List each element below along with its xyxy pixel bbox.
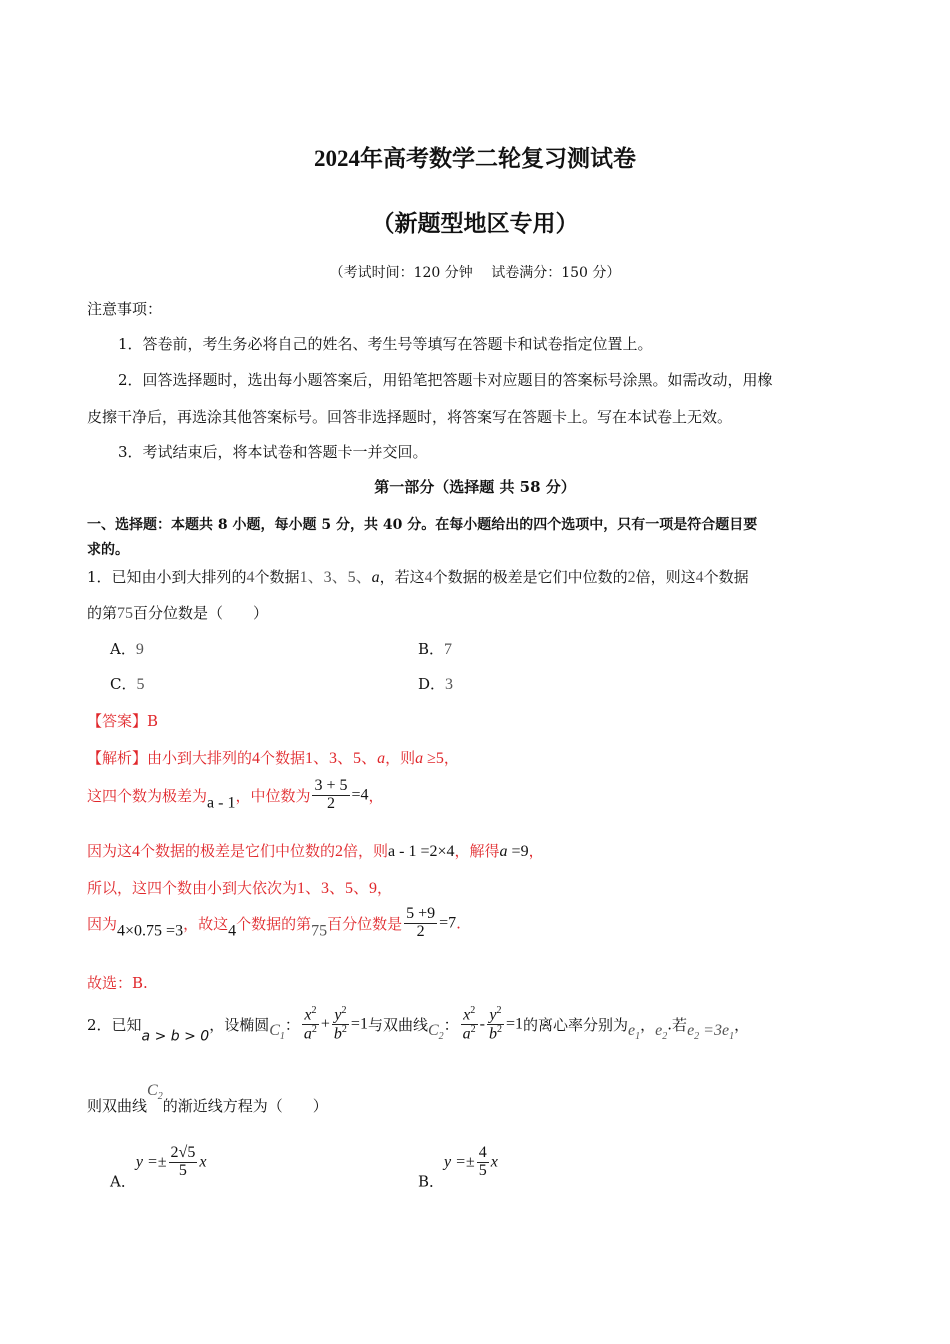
analysis-line5: 因为4×0.75 =3，故这4个数据的第75百分位数是 $\frac{5 +9}{2}$ =7. [87,905,461,940]
option-a[interactable]: A．9 [110,640,144,658]
notes-heading: 注意事项： [87,300,163,318]
note-item-2-line2: 皮擦干净后，再选涂其他答案标号。回答非选择题时，将答案写在答题卡上。写在本试卷上无效。 [87,408,733,426]
analysis-line4: 所以，这四个数由小到大依次为1、3、5、9， [87,879,393,897]
note-item-3: 3．考试结束后，将本试卷和答题卡一并交回。 [118,443,428,461]
section-heading-line1: 一、选择题：本题共 8 小题，每小题 5 分，共 40 分。在每小题给出的四个选项中，只有一项是符合题目要 [87,517,758,533]
section-heading-line2: 求的。 [87,542,129,558]
analysis-line3: 因为这4个数据的极差是它们中位数的2倍，则a - 1 =2×4，解得a =9， [87,842,544,860]
option-d[interactable]: D．3 [418,675,454,693]
question-2-line2: 则双曲线$C_2$的渐近线方程为（ ） [87,1082,328,1115]
fraction-percentile: $\frac{5 +9}{2}$ [406,905,436,940]
option-2-b[interactable]: B．y =± $\frac{4}{5}$ x [418,1144,498,1191]
analysis-line2: 这四个数为极差为a - 1，中位数为 $\frac{3 + 5}{2}$ =4， [87,777,384,812]
fraction-2sqrt5-5: $\frac{2√5}{5}$ [170,1144,196,1179]
fraction-4-5: $\frac{4}{5}$ [478,1144,487,1179]
question-1-line2: 的第75百分位数是（ ） [87,604,269,622]
part1-heading: 第一部分（选择题 共 58 分） [374,478,576,496]
page-title: 2024年高考数学二轮复习测试卷 [314,146,636,171]
page-subtitle: （新题型地区专用） [371,211,579,236]
fraction-median: $\frac{3 + 5}{2}$ [314,777,348,812]
question-1-line1: 1．已知由小到大排列的4个数据1、3、5、a，若这4个数据的极差是它们中位数的2倍，则这4个数据 [87,568,749,586]
answer-label: 【答案】B [87,712,159,730]
fraction-y2-b2: $\frac{y^2}{b^2}$ [333,1005,347,1043]
note-item-1: 1．答卷前，考生务必将自己的姓名、考生号等填写在答题卡和试卷指定位置上。 [118,335,653,353]
fraction-hyper-x2-a2: $\frac{x^2}{a^2}$ [462,1005,476,1043]
option-2-a[interactable]: A．y =± $\frac{2√5}{5}$ x [110,1144,207,1191]
option-b[interactable]: B．7 [418,640,453,658]
note-item-2-line1: 2．回答选择题时，选出每小题答案后，用铅笔把答题卡对应题目的答案标号涂黑。如需改动，用橡 [118,371,773,389]
analysis-line1: 【解析】由小到大排列的4个数据1、3、5、a，则a ≥5， [87,749,459,767]
fraction-hyper-y2-b2: $\frac{y^2}{b^2}$ [488,1005,502,1043]
exam-info: （考试时间：120 分钟 试卷满分：150 分） [329,265,621,281]
question-2-line1: 2．已知a > b > 0，设椭圆$C_1$： $\frac{x^2}{a^2}$ + $\frac{y^2}{b^2}$ =1与双曲线$C_2$： $\frac{x^2}{a^2}$ - $\frac{y^2}{b^2}$ =1的离心率分别为$e_1$，$e_2$.若$e_2 =3e_1$， [87,1005,750,1045]
option-c[interactable]: C．5 [110,675,145,693]
analysis-conclusion: 故选：B. [87,974,148,992]
fraction-x2-a2: $\frac{x^2}{a^2}$ [303,1005,317,1043]
